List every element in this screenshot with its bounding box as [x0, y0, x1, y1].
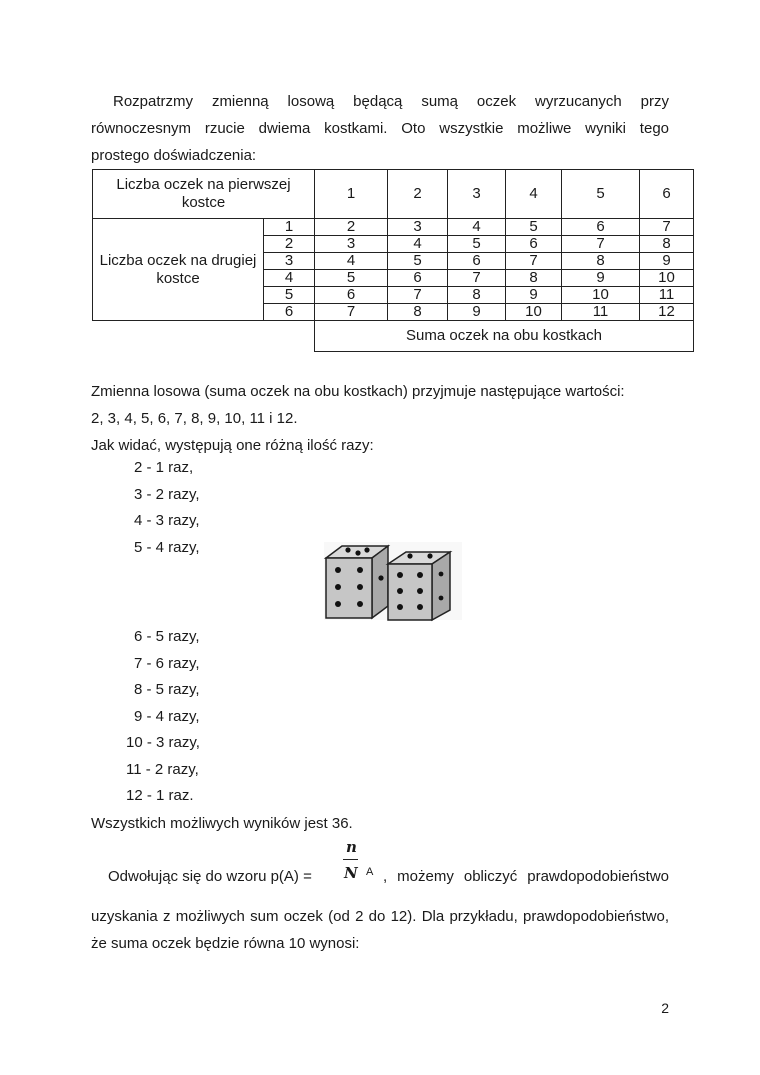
sum-cell: 6	[448, 253, 506, 270]
dice-left-icon	[326, 546, 388, 618]
first-die-value: 5	[562, 170, 640, 219]
sum-cell: 5	[388, 253, 448, 270]
count-item: 9 - 4 razy,	[134, 708, 200, 725]
sum-cell: 10	[562, 287, 640, 304]
dice-illustration	[318, 540, 468, 622]
sum-cell: 8	[448, 287, 506, 304]
count-item: 7 - 6 razy,	[134, 655, 200, 672]
sum-cell: 2	[315, 219, 388, 236]
count-item: 11 - 2 razy,	[126, 761, 199, 778]
intro-line-2: równoczesnym rzucie dwiema kostkami. Oto wszystkie możliwe wyniki tego	[91, 120, 669, 137]
sum-cell: 8	[562, 253, 640, 270]
sum-cell: 6	[315, 287, 388, 304]
second-die-value: 3	[264, 253, 315, 270]
sum-cell: 5	[315, 270, 388, 287]
intro-paragraph	[91, 88, 669, 169]
sum-cell: 9	[640, 253, 694, 270]
fraction-bar	[343, 859, 358, 860]
first-die-label: Liczba oczek na pierwszej kostce	[93, 170, 315, 219]
formula-numerator: n	[346, 838, 357, 856]
first-die-value: 2	[388, 170, 448, 219]
sum-cell: 3	[388, 219, 448, 236]
sum-cell: 9	[448, 304, 506, 321]
second-die-value: 6	[264, 304, 315, 321]
page-number: 2	[661, 1000, 669, 1016]
sum-cell: 11	[562, 304, 640, 321]
count-item: 8 - 5 razy,	[134, 681, 200, 698]
count-item: 3 - 2 razy,	[134, 486, 200, 503]
second-die-value: 4	[264, 270, 315, 287]
values-line-1: Zmienna losowa (suma oczek na obu kostkach) przyjmuje następujące wartości:	[91, 383, 625, 400]
sum-cell: 11	[640, 287, 694, 304]
formula-subscript: A	[366, 866, 374, 878]
intro-line-3: prostego doświadczenia:	[91, 147, 257, 164]
sum-cell: 5	[448, 236, 506, 253]
sum-cell: 4	[448, 219, 506, 236]
values-line-2: 2, 3, 4, 5, 6, 7, 8, 9, 10, 11 i 12.	[91, 410, 298, 427]
count-item: 2 - 1 raz,	[134, 459, 194, 476]
sum-cell: 9	[562, 270, 640, 287]
first-die-value: 4	[506, 170, 562, 219]
second-die-value: 1	[264, 219, 315, 236]
values-line-3: Jak widać, występują one różną ilość razy:	[91, 437, 374, 454]
count-item: 5 - 4 razy,	[134, 539, 200, 556]
dice-sum-table	[92, 169, 694, 352]
second-die-value: 2	[264, 236, 315, 253]
formula-text-after: , możemy obliczyć prawdopodobieństwo	[383, 868, 669, 885]
sum-cell: 12	[640, 304, 694, 321]
closing-line-2: że suma oczek będzie równa 10 wynosi:	[91, 935, 360, 952]
sum-cell: 3	[315, 236, 388, 253]
table-empty-corner	[93, 321, 315, 352]
closing-paragraph	[91, 903, 669, 957]
total-outcomes: Wszystkich możliwych wyników jest 36.	[91, 815, 353, 832]
sum-cell: 6	[562, 219, 640, 236]
sum-cell: 7	[640, 219, 694, 236]
sum-cell: 7	[506, 253, 562, 270]
count-item: 12 - 1 raz.	[126, 787, 194, 804]
count-item: 6 - 5 razy,	[134, 628, 200, 645]
first-die-value: 6	[640, 170, 694, 219]
sum-cell: 6	[506, 236, 562, 253]
sum-cell: 8	[640, 236, 694, 253]
sum-cell: 8	[388, 304, 448, 321]
table-footer-label: Suma oczek na obu kostkach	[315, 321, 694, 352]
second-die-label: Liczba oczek na drugiej kostce	[93, 219, 264, 321]
closing-line-1: uzyskania z możliwych sum oczek (od 2 do 12). Dla przykładu, prawdopodobieństwo,	[91, 908, 669, 925]
sum-cell: 6	[388, 270, 448, 287]
first-die-value: 1	[315, 170, 388, 219]
sum-cell: 7	[388, 287, 448, 304]
values-text	[91, 378, 625, 459]
sum-cell: 8	[506, 270, 562, 287]
formula-denominator: N	[344, 864, 358, 882]
sum-cell: 4	[388, 236, 448, 253]
sum-cell: 10	[640, 270, 694, 287]
second-die-value: 5	[264, 287, 315, 304]
sum-cell: 10	[506, 304, 562, 321]
intro-line-1: Rozpatrzmy zmienną losową będącą sumą oczek wyrzucanych przy	[113, 93, 669, 110]
sum-cell: 4	[315, 253, 388, 270]
count-item: 4 - 3 razy,	[134, 512, 200, 529]
first-die-value: 3	[448, 170, 506, 219]
sum-cell: 7	[562, 236, 640, 253]
count-item: 10 - 3 razy,	[126, 734, 200, 751]
sum-cell: 5	[506, 219, 562, 236]
sum-cell: 7	[448, 270, 506, 287]
sum-cell: 9	[506, 287, 562, 304]
formula-text-before: Odwołując się do wzoru p(A) =	[108, 868, 312, 885]
sum-cell: 7	[315, 304, 388, 321]
dice-right-icon	[388, 552, 450, 620]
